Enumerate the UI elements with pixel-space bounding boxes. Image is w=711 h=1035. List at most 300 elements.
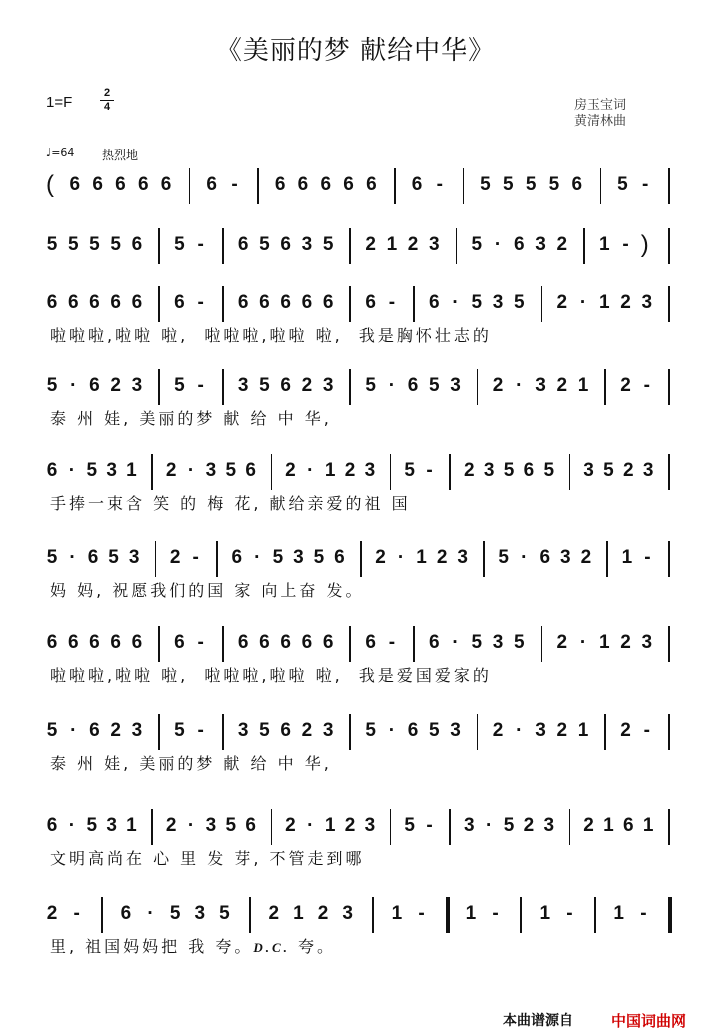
note: 5: [225, 460, 237, 481]
bar-line: [604, 369, 606, 405]
bar-line: [222, 286, 224, 322]
note: 1: [391, 903, 403, 924]
note: 5: [174, 375, 185, 396]
dot-mark: ·: [452, 292, 459, 313]
note: 6: [259, 292, 270, 313]
note: 6: [174, 292, 185, 313]
note: 5: [89, 234, 100, 255]
dot-mark: ·: [68, 815, 76, 836]
note: 3: [535, 234, 546, 255]
note: 5: [471, 632, 483, 653]
sustain-dash: -: [197, 234, 204, 255]
bar-line: [668, 541, 670, 577]
bar-line: [594, 897, 596, 933]
note: 5: [543, 460, 555, 481]
note: 2: [620, 720, 631, 741]
bar-line: [477, 369, 479, 405]
bar-line: [569, 454, 571, 490]
note: 5: [67, 234, 79, 255]
note: 5: [259, 234, 270, 255]
note: 6: [46, 815, 58, 836]
note: 6: [407, 375, 419, 396]
note: 3: [194, 903, 206, 924]
lyric-line: 啦啦啦,啦啦 啦, 啦啦啦,啦啦 啦, 我是胸怀壮志的: [50, 326, 492, 345]
sustain-dash: -: [640, 903, 647, 924]
note: 6: [429, 632, 440, 653]
note: 1: [293, 903, 304, 924]
bar-line: [541, 626, 543, 662]
bar-line: [222, 626, 224, 662]
note: 6: [245, 815, 256, 836]
bar-line: [349, 228, 351, 264]
bar-line: [222, 228, 224, 264]
bar-line: [349, 369, 351, 405]
bar-line: [158, 369, 160, 405]
note: 5: [503, 815, 515, 836]
composer-credit: 黄清林曲: [574, 114, 627, 129]
bar-line: [456, 228, 458, 264]
lyric-line: 妈 妈, 祝愿我们的国 家 向上奋 发。: [50, 581, 365, 600]
sustain-dash: -: [426, 815, 433, 836]
bar-line: [249, 897, 251, 933]
bar-line: [583, 228, 585, 264]
note: 2: [301, 375, 313, 396]
note: 5: [86, 460, 98, 481]
note: 5: [514, 292, 525, 313]
note: 6: [110, 292, 121, 313]
note: 2: [285, 460, 296, 481]
note: 5: [169, 903, 181, 924]
note: 3: [641, 292, 653, 313]
note: 2: [344, 460, 356, 481]
note: 2: [580, 547, 592, 568]
note: 6: [429, 292, 440, 313]
notation-system: [0, 547, 711, 617]
note: 6: [137, 174, 149, 195]
note: 5: [108, 547, 119, 568]
dot-mark: ·: [579, 292, 587, 313]
note: 2: [110, 720, 121, 741]
bar-line: [569, 809, 571, 845]
note: 1: [621, 547, 633, 568]
bar-line: [390, 809, 392, 845]
note: 3: [322, 375, 334, 396]
note: 5: [365, 375, 376, 396]
note: 6: [571, 174, 583, 195]
note: 6: [67, 632, 79, 653]
notation-system: [0, 375, 711, 445]
dot-mark: ·: [388, 720, 396, 741]
note: 2: [556, 632, 568, 653]
sustain-dash: -: [492, 903, 499, 924]
note: 6: [274, 174, 286, 195]
bar-line: [668, 809, 670, 845]
key-signature: 1=F: [46, 94, 73, 111]
bar-line: [155, 541, 157, 577]
expression-mark: 热烈地: [102, 148, 139, 162]
note: 6: [237, 292, 249, 313]
dot-mark: ·: [516, 375, 523, 396]
note: 6: [69, 174, 81, 195]
sustain-dash: -: [197, 632, 204, 653]
bar-line: [222, 714, 224, 750]
note: 6: [411, 174, 423, 195]
notation-system: [0, 815, 711, 885]
note: 5: [514, 632, 525, 653]
note: 2: [523, 815, 535, 836]
note: 6: [89, 720, 100, 741]
dot-mark: ·: [70, 720, 77, 741]
meter-bottom: 4: [103, 101, 111, 113]
note: 3: [301, 234, 313, 255]
note: 2: [620, 292, 631, 313]
note: 3: [583, 460, 594, 481]
dot-mark: ·: [579, 632, 587, 653]
bar-line: [189, 168, 191, 204]
meter-top: 2: [103, 87, 111, 99]
note: 5: [272, 547, 284, 568]
note: 2: [463, 460, 475, 481]
bar-line: [606, 541, 608, 577]
note: 3: [641, 632, 653, 653]
note: 5: [503, 460, 515, 481]
note: 5: [322, 234, 334, 255]
note: 5: [219, 903, 230, 924]
dot-mark: ·: [388, 375, 396, 396]
note: 6: [514, 234, 525, 255]
note: 3: [342, 903, 353, 924]
bar-line: [668, 626, 670, 662]
dot-mark: ·: [397, 547, 405, 568]
bar-line: [349, 286, 351, 322]
bar-line: [463, 168, 465, 204]
note: 6: [237, 632, 249, 653]
bar-line: [668, 168, 670, 204]
note: 1: [598, 292, 610, 313]
note: 6: [46, 632, 58, 653]
note: 1: [539, 903, 551, 924]
sustain-dash: -: [73, 903, 80, 924]
note: 3: [106, 815, 117, 836]
note: 1: [126, 815, 137, 836]
note: 1: [126, 460, 137, 481]
sustain-dash: -: [643, 375, 650, 396]
note: 6: [89, 375, 100, 396]
notation-system: [0, 292, 711, 362]
dot-mark: ·: [485, 815, 493, 836]
sustain-dash: -: [231, 174, 238, 195]
note: 1: [598, 632, 610, 653]
note: 3: [492, 292, 504, 313]
note: 5: [174, 234, 185, 255]
note: 3: [560, 547, 571, 568]
note: 5: [365, 720, 376, 741]
note: 2: [165, 815, 177, 836]
note: 5: [259, 375, 270, 396]
note: 6: [539, 547, 551, 568]
bar-line: [449, 809, 451, 845]
note: 6: [46, 292, 58, 313]
bar-line: [222, 369, 224, 405]
note: 2: [620, 375, 631, 396]
note: 6: [67, 292, 79, 313]
note: 6: [87, 547, 99, 568]
bar-line: [600, 168, 602, 204]
note: 2: [556, 292, 568, 313]
note: 3: [450, 375, 461, 396]
dot-mark: ·: [187, 460, 195, 481]
note: 6: [174, 632, 185, 653]
note: 3: [131, 375, 143, 396]
note: 6: [89, 632, 100, 653]
note: 5: [603, 460, 614, 481]
note: 2: [169, 547, 181, 568]
lyric-line: 里, 祖国妈妈把 我 夸。D.C. 夸。: [50, 937, 337, 956]
note: 6: [523, 460, 535, 481]
note: 5: [313, 547, 325, 568]
dot-mark: ·: [452, 632, 459, 653]
sustain-dash: -: [418, 903, 425, 924]
lyric-line: 泰 州 娃, 美丽的梦 献 给 中 华,: [50, 409, 332, 428]
note: 3: [293, 547, 304, 568]
notation-system: [0, 903, 711, 973]
dot-mark: ·: [516, 720, 523, 741]
dot-mark: ·: [307, 460, 314, 481]
note: 5: [471, 292, 483, 313]
bar-line: [483, 541, 485, 577]
bar-line: [271, 454, 273, 490]
bar-line: [668, 286, 670, 322]
note: 2: [556, 720, 568, 741]
note: 5: [502, 174, 514, 195]
note: 6: [115, 174, 126, 195]
note: 3: [535, 720, 546, 741]
dot-mark: ·: [187, 815, 195, 836]
note: 2: [556, 234, 568, 255]
bar-line: [158, 626, 160, 662]
note: 5: [429, 375, 440, 396]
bar-line: [668, 369, 670, 405]
note: 6: [206, 174, 217, 195]
note: 5: [225, 815, 237, 836]
da-capo-mark: D.C.: [253, 940, 290, 955]
note: 2: [407, 234, 419, 255]
bar-line: [216, 541, 218, 577]
note: 1: [386, 234, 398, 255]
bar-line: [349, 714, 351, 750]
note: 1: [613, 903, 624, 924]
note: 6: [131, 234, 143, 255]
note: 6: [89, 292, 100, 313]
note: 2: [620, 632, 631, 653]
note: 6: [301, 292, 313, 313]
bar-line: [520, 897, 522, 933]
note: 2: [492, 375, 504, 396]
source-footer: [0, 1010, 711, 1032]
note: 6: [280, 234, 291, 255]
score-title: 《美丽的梦 献给中华》: [215, 36, 496, 66]
bar-line: [372, 897, 374, 933]
note: 1: [577, 375, 589, 396]
dot-mark: ·: [68, 460, 76, 481]
note: 3: [429, 234, 440, 255]
note: 5: [498, 547, 509, 568]
note: 1: [324, 460, 336, 481]
sustain-dash: -: [197, 720, 204, 741]
note: 3: [106, 460, 117, 481]
note: 3: [131, 720, 143, 741]
note: 5: [110, 234, 121, 255]
note: 5: [429, 720, 440, 741]
notation-system: [0, 720, 711, 790]
bar-line: [349, 626, 351, 662]
tempo-mark: ♩=64: [46, 146, 75, 159]
note: 1: [598, 234, 610, 255]
note: 3: [364, 815, 376, 836]
sustain-dash: -: [566, 903, 573, 924]
bar-line: [158, 286, 160, 322]
note: 6: [320, 174, 332, 195]
bar-line: [413, 286, 415, 322]
note: 5: [480, 174, 491, 195]
note: 6: [46, 460, 58, 481]
note: 5: [525, 174, 537, 195]
repeat-paren: ): [640, 231, 649, 258]
note: 6: [120, 903, 132, 924]
note: 6: [301, 632, 313, 653]
note: 6: [343, 174, 354, 195]
note: 6: [622, 815, 634, 836]
note: 5: [404, 460, 415, 481]
note: 1: [642, 815, 654, 836]
bar-line: [668, 714, 670, 750]
sustain-dash: -: [426, 460, 433, 481]
note: 2: [436, 547, 448, 568]
sustain-dash: -: [643, 720, 650, 741]
note: 2: [344, 815, 356, 836]
sustain-dash: -: [197, 292, 204, 313]
note: 5: [46, 375, 58, 396]
note: 3: [543, 815, 555, 836]
bar-line: [668, 897, 672, 933]
note: 3: [535, 375, 546, 396]
note: 1: [324, 815, 336, 836]
dot-mark: ·: [494, 234, 502, 255]
sustain-dash: -: [644, 547, 651, 568]
note: 5: [404, 815, 415, 836]
lyric-line: 文明高尚在 心 里 发 芽, 不管走到哪: [50, 849, 365, 868]
credits: [574, 98, 626, 130]
note: 6: [259, 632, 270, 653]
note: 5: [548, 174, 560, 195]
note: 3: [642, 460, 654, 481]
note: 6: [131, 632, 143, 653]
note: 3: [237, 720, 249, 741]
notation-system: [0, 460, 711, 530]
note: 2: [46, 903, 58, 924]
lyricist-credit: 房玉宝词: [574, 98, 627, 113]
note: 2: [556, 375, 568, 396]
note: 6: [92, 174, 103, 195]
note: 6: [334, 547, 345, 568]
note: 6: [237, 234, 249, 255]
dot-mark: ·: [521, 547, 528, 568]
note: 6: [110, 632, 121, 653]
bar-line: [541, 286, 543, 322]
note: 5: [46, 234, 58, 255]
bar-line: [413, 626, 415, 662]
note: 5: [617, 174, 628, 195]
dot-mark: ·: [69, 547, 76, 568]
lyric-line: 啦啦啦,啦啦 啦, 啦啦啦,啦啦 啦, 我是爱国爱家的: [50, 666, 492, 685]
note: 3: [205, 460, 217, 481]
sustain-dash: -: [388, 292, 396, 313]
note: 6: [365, 632, 376, 653]
note: 3: [364, 460, 376, 481]
dot-mark: ·: [70, 375, 77, 396]
note: 2: [301, 720, 313, 741]
bar-line: [604, 714, 606, 750]
note: 1: [465, 903, 477, 924]
note: 1: [603, 815, 614, 836]
sustain-dash: -: [197, 375, 204, 396]
footer-site-name: 中国词曲网: [611, 1012, 687, 1030]
note: 3: [483, 460, 495, 481]
note: 5: [174, 720, 185, 741]
note: 2: [583, 815, 594, 836]
bar-line: [271, 809, 273, 845]
dot-mark: ·: [254, 547, 261, 568]
bar-line: [449, 454, 451, 490]
note: 2: [285, 815, 296, 836]
dot-mark: ·: [147, 903, 154, 924]
bar-line: [151, 454, 153, 490]
note: 6: [366, 174, 377, 195]
sustain-dash: -: [642, 174, 649, 195]
bar-line: [158, 714, 160, 750]
note: 6: [231, 547, 243, 568]
note: 6: [322, 632, 334, 653]
footer-source-label: 本曲谱源自: [503, 1013, 573, 1029]
note: 3: [450, 720, 461, 741]
sustain-dash: -: [192, 547, 199, 568]
bar-line: [394, 168, 396, 204]
lyric-line: 泰 州 娃, 美丽的梦 献 给 中 华,: [50, 754, 332, 773]
note: 5: [46, 547, 58, 568]
note: 2: [365, 234, 376, 255]
note: 2: [268, 903, 280, 924]
note: 2: [492, 720, 504, 741]
note: 2: [622, 460, 634, 481]
bar-line: [390, 454, 392, 490]
bar-line: [158, 228, 160, 264]
note: 2: [110, 375, 121, 396]
note: 2: [317, 903, 329, 924]
sustain-dash: -: [388, 632, 396, 653]
note: 6: [280, 720, 291, 741]
note: 6: [131, 292, 143, 313]
bar-line: [151, 809, 153, 845]
bar-line: [360, 541, 362, 577]
note: 5: [86, 815, 98, 836]
sustain-dash: -: [436, 174, 443, 195]
note: 3: [457, 547, 468, 568]
dot-mark: ·: [307, 815, 314, 836]
bar-line: [477, 714, 479, 750]
note: 3: [205, 815, 217, 836]
note: 5: [471, 234, 483, 255]
note: 5: [46, 720, 58, 741]
